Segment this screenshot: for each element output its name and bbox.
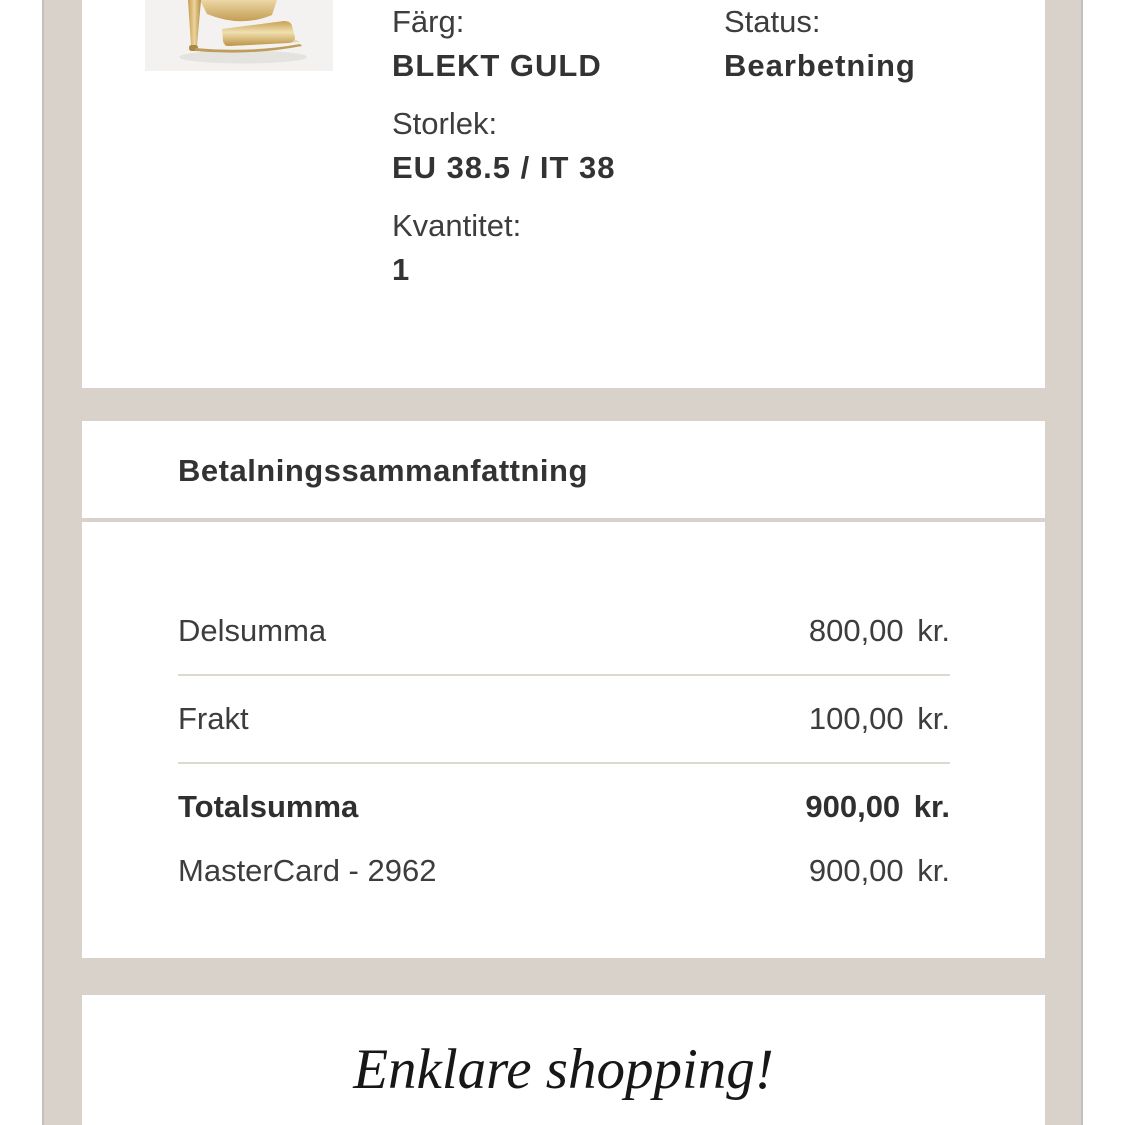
- status-label: Status:: [724, 4, 821, 39]
- footer-card: [82, 995, 1045, 1125]
- summary-row-total: [178, 764, 950, 850]
- product-status: [724, 0, 916, 102]
- size-label: Storlek:: [392, 106, 498, 141]
- subtotal-value: 800,00 kr.: [808, 613, 950, 648]
- color-label: Färg:: [392, 4, 465, 39]
- summary-row-subtotal: [178, 588, 950, 674]
- subtotal-label: Delsumma: [178, 613, 327, 648]
- email-body: [42, 0, 1083, 1125]
- shipping-value: 100,00 kr.: [808, 701, 950, 736]
- field-status: [724, 0, 916, 88]
- payment-summary-card: [82, 421, 1045, 958]
- product-image-link[interactable]: [145, 0, 333, 71]
- quantity-value: 1: [392, 252, 411, 287]
- tagline-text: Enklare shopping!: [353, 1038, 774, 1101]
- quantity-label: Kvantitet:: [392, 208, 522, 243]
- payment-summary-title: Betalningssammanfattning: [178, 453, 588, 488]
- color-value: BLEKT GULD: [392, 48, 602, 83]
- payment-method-value: 900,00 kr.: [808, 853, 950, 888]
- field-quantity: [392, 204, 616, 292]
- size-value: EU 38.5 / IT 38: [392, 150, 616, 185]
- payment-summary-table: [82, 522, 1045, 958]
- gold-sandal-image: [145, 0, 333, 71]
- shipping-label: Frakt: [178, 701, 249, 736]
- total-label: Totalsumma: [178, 789, 359, 824]
- total-value: 900,00 kr.: [805, 789, 950, 824]
- field-color: [392, 0, 616, 88]
- product-fields: [392, 0, 616, 306]
- status-value: Bearbetning: [724, 48, 916, 83]
- payment-method-label: MasterCard - 2962: [178, 853, 437, 888]
- order-item-card: [82, 0, 1045, 388]
- summary-row-payment-method: [178, 850, 950, 914]
- summary-row-shipping: [178, 676, 950, 762]
- field-size: [392, 102, 616, 190]
